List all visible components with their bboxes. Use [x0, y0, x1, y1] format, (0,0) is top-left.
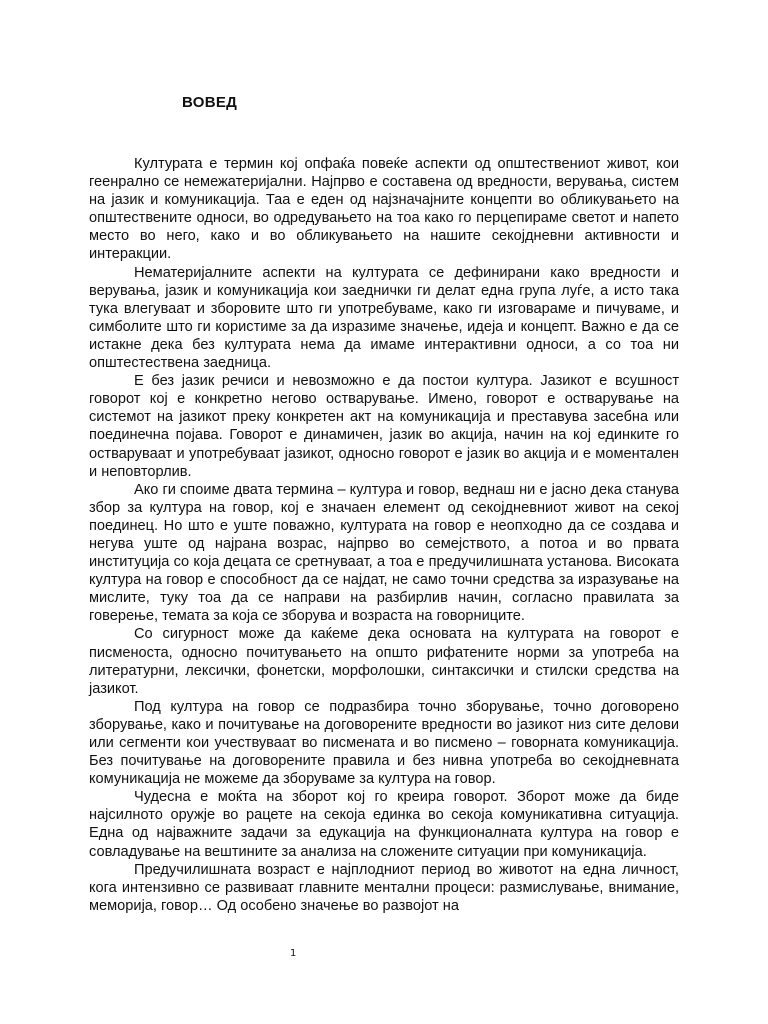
- paragraph: Е без јазик речиси и невозможно е да постои култура. Јазикот е всушност говорот кој е конкретно негово остварување. Имено, говорот е остварување на системот на јазикот преку конкретен акт на комуникација и преставува засебна или поединечна појава. Говорот е динамичен, јазик во акција, начин на кој единките го остваруваат и употребуваат јазикот, односно говорот е јазик во акција и е моментален и неповторлив.: [89, 373, 679, 480]
- page-number: 1: [290, 948, 297, 959]
- paragraph: Под култура на говор се подразбира точно зборување, точно договорено зборување, како и почитување на договорените вредности во јазикот низ сите делови или сегменти кои учествуваат во писмената и во писмено – говорната комуникација. Без почитување на договорените правила и без нивна употреба во секојдневната комуникација не можеме да зборуваме за култура на говор.: [89, 698, 679, 788]
- paragraph: Нематеријалните аспекти на културата се дефинирани како вредности и верувања, јазик и комуникација кои заеднички ги делат една група луѓе, а исто така тука влегуваат и зборовите што ги употребуваме, како ги изговараме и пичуваме, и симболите што ги користиме за да изразиме значење, идеја и концепт. Важно е да се истакне дека без културата нема да имаме интерактивни односи, а со тоа ни општестествена заедница.: [89, 264, 679, 372]
- paragraph: Чудесна е моќта на зборот кој го креира говорот. Зборот може да биде најсилното оружје во рацете на секоја единка во секоја комуникативна ситуација. Една од најважните задачи за едукација на функционалната култура на говор е совладување на вештините за анализа на сложените ситуации при комуникација.: [89, 789, 679, 860]
- paragraph: Културата е термин кој опфаќа повеќе аспекти од општествениот живот, кои геенрално се немежатеријални. Најпрво е составена од вредности, верувања, систем на јазик и комуникација. Таа е еден од најзначајните концепти во обликувањето на општествените односи, во одредувањето на тоа како го перцепираме светот и напето место во него, како и во обликувањето на нашите секојдневни активности и интеракции.: [89, 156, 679, 263]
- paragraph: Предучилишната возраст е најплодниот период во животот на една личност, кога интензивно се развиваат главните ментални процеси: размислување, внимание, меморија, говор… Од особено значење во развојот на: [89, 861, 679, 914]
- paragraph: Ако ги споиме двата термина – култура и говор, веднаш ни е јасно дека станува збор за култура на говор, кој е значаен елемент од секојдневниот живот на секој поединец. Но што е уште поважно, културата на говор е неопходно да се создава и негува уште од најрана возрас, најпрво во семејството, а потоа и во првата институција со која децата се сретнуваат, а тоа е предучилишната установа. Високата култура на говор е способност да се најдат, не само точни средства за изразување на мислите, туку тоа да се направи на разбирлив начин, согласно правилата за говерење, темата за која се зборува и возраста на говорниците.: [89, 481, 679, 625]
- page-title: ВОВЕД: [182, 94, 238, 111]
- paragraph: Со сигурност може да каќеме дека основата на културата на говорот е писменоста, односно почитувањето на општо рифатените норми за употреба на литературни, лексички, фонетски, морфолошки, синтаксички и стилски средства на јазикот.: [89, 626, 679, 697]
- body-text: [89, 155, 679, 915]
